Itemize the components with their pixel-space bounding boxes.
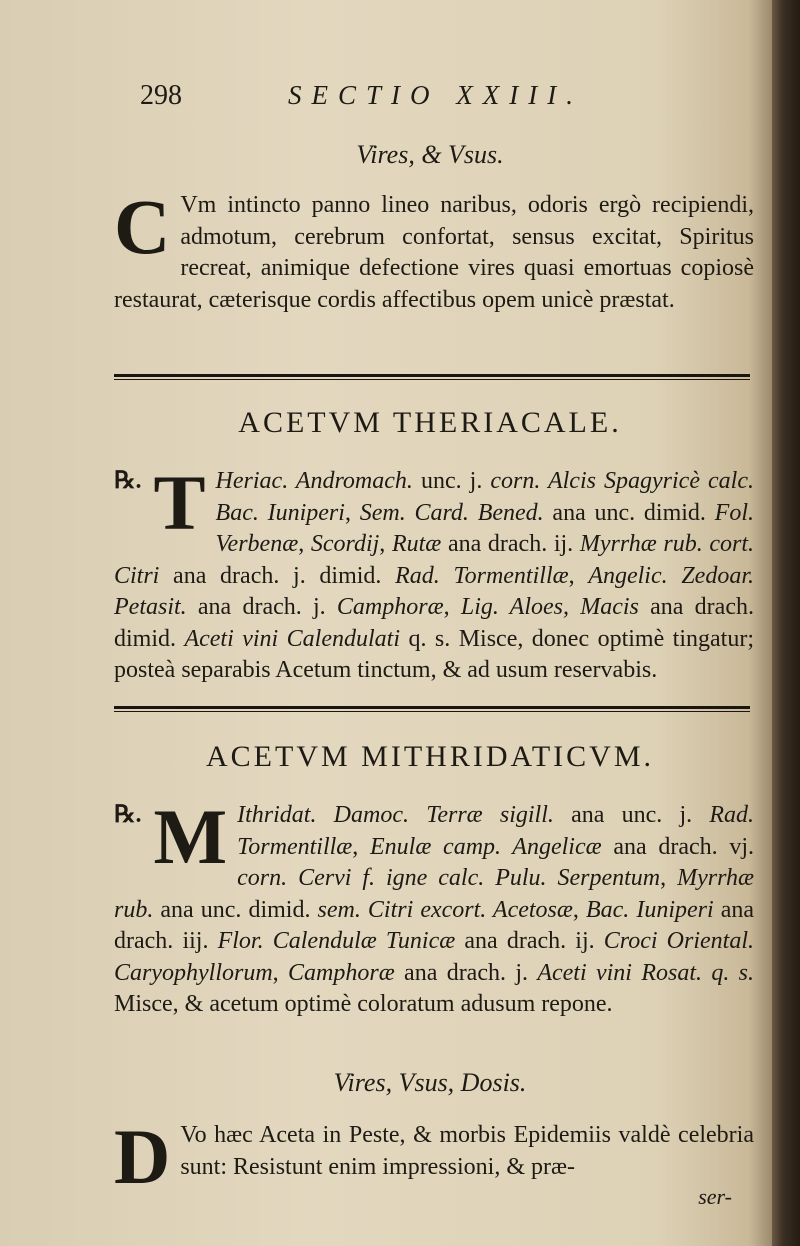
- ingredient-name: corn. Cervi f. igne calc. Pulu. Serpentum: [237, 865, 661, 891]
- drop-capital: D: [114, 1113, 171, 1200]
- recipe-text-run: ana unc. dimid.: [543, 499, 715, 526]
- recipe-text-run: ana drach. vj.: [601, 833, 754, 860]
- ingredient-name: Bac. Iuniperi: [585, 896, 714, 923]
- recipe-text-run: ana drach. j. dimid.: [159, 562, 396, 589]
- recipe-text-run: ,: [443, 594, 461, 620]
- ingredient-name: sem. Citri excort. Acetosæ: [317, 896, 573, 923]
- recipe-text-run: Misce, & acetum optimè coloratum adusum repone.: [114, 991, 613, 1017]
- recipe-text-run: ana drach. ij.: [455, 928, 604, 954]
- drop-capital: T: [153, 459, 206, 546]
- recipe-text-run: ,: [379, 531, 392, 557]
- recipe-symbol: ℞.: [114, 468, 142, 494]
- recipe-text-run: ana drach. ij.: [441, 531, 580, 557]
- ingredient-name: Aceti vini Calendulati: [184, 625, 400, 652]
- ingredient-name: Croci Oriental. Caryophyllorum: [114, 928, 754, 986]
- ingredient-name: Flor. Calendulæ Tunicæ: [217, 928, 456, 954]
- ingredient-name: Scordij: [310, 531, 380, 557]
- paragraph-text: Vm intincto panno lineo naribus, odoris ergò recipiendi, admotum, cerebrum confortat, sensus excitat, Spiritus recreat, animique defectione vires quasi emortuas copiosè restaurat, cæterisque cordis affectibus opem unicè præstat.: [114, 192, 754, 313]
- drop-capital: M: [153, 793, 228, 880]
- recipe-symbol: ℞.: [114, 802, 142, 828]
- ingredient-name: Angelic. Zedoar. Petasit.: [114, 562, 755, 620]
- ingredient-name: Rad. Tormentillæ: [395, 562, 569, 589]
- heading-acetum-mithridaticum: ACETVM MITHRIDATICVM.: [206, 740, 654, 773]
- book-binding-edge: [772, 0, 800, 1246]
- ingredient-name: Lig. Aloes, Macis: [460, 594, 639, 620]
- paragraph-vires: [114, 183, 754, 316]
- ingredient-name: Heriac. Andromach.: [215, 468, 413, 494]
- recipe-text: [114, 459, 755, 683]
- recipe-mithridaticum: [114, 793, 755, 1021]
- ingredient-name: Fol. Verbenæ: [215, 499, 754, 557]
- drop-capital: C: [114, 183, 171, 270]
- recipe-text-run: ,: [272, 959, 289, 986]
- divider-rule: [114, 374, 750, 380]
- section-title: SECTIO XXIII.: [288, 80, 583, 110]
- ingredient-name: Ithridat. Damoc. Terræ sigill.: [237, 802, 554, 828]
- subheading-vires-usus-dosis: Vires, Vsus, Dosis.: [333, 1068, 527, 1097]
- ingredient-name: Sem. Card. Bened.: [359, 499, 544, 526]
- recipe-text-run: ana unc. j.: [553, 802, 710, 828]
- recipe-theriacale: [114, 459, 755, 687]
- ingredient-name: Myrrhæ rub. cort. Citri: [114, 531, 755, 589]
- recipe-text-run: ,: [572, 896, 586, 923]
- recipe-text-run: ,: [298, 531, 311, 557]
- ingredient-name: Camphoræ: [288, 959, 395, 986]
- heading-acetum-theriacale: ACETVM THERIACALE.: [238, 406, 622, 439]
- ingredient-name: corn. Alcis Spagyricè calc. Bac. Iuniperi: [215, 468, 754, 526]
- ingredient-name: Camphoræ: [336, 594, 444, 620]
- recipe-text-run: q. s. Misce, donec optimè tingatur; posteà separabis Acetum tinctum, & ad usum reservabis.: [114, 625, 754, 683]
- page-number: 298: [140, 80, 182, 111]
- divider-rule: [114, 706, 750, 712]
- recipe-text-run: ,: [568, 562, 589, 589]
- recipe-text-run: ana drach. iij.: [114, 896, 754, 954]
- subheading-vires-usus: Vires, & Vsus.: [356, 140, 504, 169]
- recipe-text-run: ana drach. j.: [394, 959, 538, 986]
- catchword: ser-: [698, 1184, 732, 1209]
- paragraph-text: Vo hæc Aceta in Peste, & morbis Epidemiis valdè celebria sunt: Resistunt enim impressioni, & præ-: [180, 1122, 754, 1180]
- ingredient-name: Rad. Tormentillæ: [237, 802, 755, 860]
- ingredient-name: Rutæ: [391, 531, 442, 557]
- recipe-text-run: unc. j.: [412, 468, 491, 494]
- running-head: [140, 80, 620, 120]
- recipe-text-run: ,: [352, 833, 370, 860]
- recipe-text-run: ,: [344, 499, 360, 526]
- recipe-text-run: ana drach. dimid.: [114, 594, 754, 652]
- ingredient-name: Aceti vini Rosat. q. s.: [537, 959, 755, 986]
- ingredient-name: Enulæ camp. Angelicæ: [370, 833, 602, 860]
- recipe-text-run: ana unc. dimid.: [153, 896, 318, 923]
- ingredient-name: Myrrhæ rub.: [114, 865, 755, 923]
- recipe-text-run: ana drach. j.: [186, 594, 337, 620]
- recipe-text-run: ,: [660, 865, 678, 891]
